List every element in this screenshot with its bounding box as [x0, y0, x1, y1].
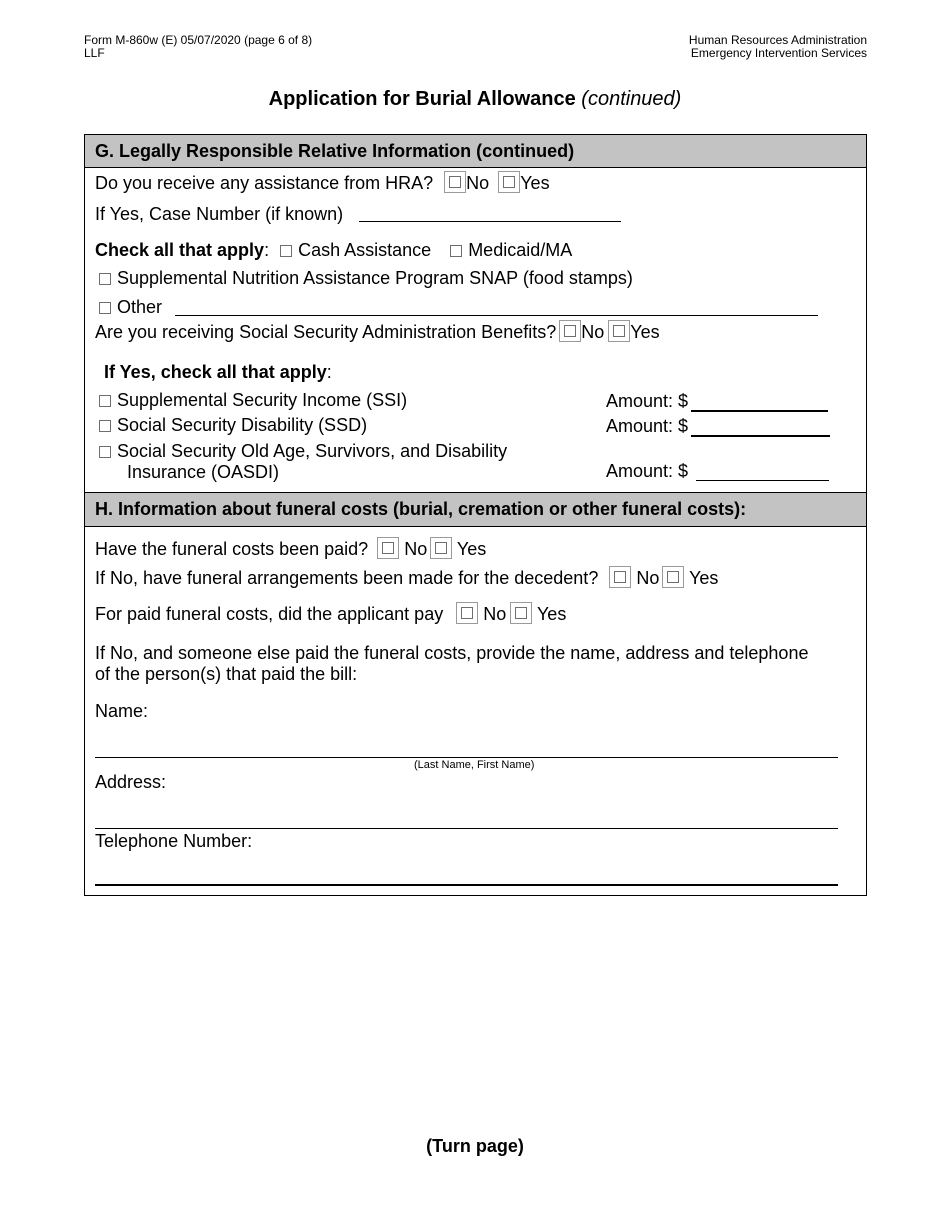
arrangements-yes-checkbox[interactable]: [662, 566, 684, 588]
arrangements-no-checkbox[interactable]: [609, 566, 631, 588]
title-suffix: (continued): [581, 88, 682, 110]
ssa-yes-checkbox[interactable]: [608, 320, 630, 342]
ssi-row: [99, 390, 407, 411]
if-yes-colon: :: [326, 362, 332, 382]
oasdi-label-line1: Social Security Old Age, Survivors, and Disability: [117, 441, 508, 461]
cash-assistance-label: Cash Assistance: [298, 240, 432, 260]
division-name: Emergency Intervention Services: [690, 46, 867, 60]
funeral-paid-row: [95, 537, 486, 560]
agency-name: Human Resources Administration: [688, 33, 867, 47]
oasdi-label-line2: Insurance (OASDI): [127, 462, 280, 482]
oasdi-checkbox[interactable]: [99, 446, 111, 458]
title-main: Application for Burial Allowance: [268, 88, 576, 110]
funeral-paid-yes-checkbox[interactable]: [430, 537, 452, 559]
check-all-label: Check all that apply: [95, 240, 265, 260]
arrangements-no-label: No: [636, 568, 660, 588]
funeral-paid-yes-label: Yes: [456, 539, 487, 559]
ssi-amount-label: Amount: $: [606, 391, 689, 411]
if-yes-row: [104, 362, 332, 383]
oasdi-amount-input[interactable]: [696, 480, 829, 481]
other-input[interactable]: [175, 315, 818, 316]
ssa-question: Are you receiving Social Security Administration Benefits?: [95, 322, 557, 342]
telephone-input[interactable]: [95, 884, 838, 886]
address-input[interactable]: [95, 828, 838, 829]
arrangements-yes-label: Yes: [689, 568, 719, 588]
oasdi-row: [99, 441, 507, 462]
ssd-amount-label: Amount: $: [606, 416, 689, 436]
other-row: [99, 297, 162, 318]
section-h-heading: H. Information about funeral costs (burial, cremation or other funeral costs):: [85, 492, 866, 527]
turn-page: (Turn page): [426, 1136, 524, 1156]
case-number-input[interactable]: [359, 221, 621, 222]
someone-else-line1: If No, and someone else paid the funeral costs, provide the name, address and telephone: [95, 643, 809, 663]
ssd-checkbox[interactable]: [99, 420, 111, 432]
oasdi-amount-label: Amount: $: [606, 461, 689, 481]
applicant-pay-question: For paid funeral costs, did the applicant pay: [95, 604, 444, 624]
medicaid-checkbox[interactable]: [450, 245, 462, 257]
ssa-question-row: [95, 320, 660, 343]
hra-yes-checkbox[interactable]: [498, 171, 520, 193]
hra-no-checkbox[interactable]: [444, 171, 466, 193]
form-header-right: [689, 34, 867, 60]
someone-else-instructions: [95, 643, 808, 685]
hra-question-row: [95, 171, 550, 194]
medicaid-label: Medicaid/MA: [468, 240, 573, 260]
other-checkbox[interactable]: [99, 302, 111, 314]
form-id: Form M-860w (E) 05/07/2020 (page 6 of 8): [84, 33, 313, 47]
name-hint: (Last Name, First Name): [414, 759, 535, 771]
snap-checkbox[interactable]: [99, 273, 111, 285]
ssi-label: Supplemental Security Income (SSI): [117, 390, 408, 410]
ssa-no-checkbox[interactable]: [559, 320, 581, 342]
applicant-pay-no-label: No: [483, 604, 507, 624]
other-label: Other: [117, 297, 163, 317]
applicant-pay-yes-label: Yes: [536, 604, 567, 624]
arrangements-row: [95, 566, 718, 589]
case-number-label: If Yes, Case Number (if known): [95, 204, 344, 224]
assistance-types-row: [95, 240, 572, 261]
ssa-yes-label: Yes: [630, 322, 660, 342]
applicant-pay-no-checkbox[interactable]: [456, 602, 478, 624]
ssd-label: Social Security Disability (SSD): [117, 415, 368, 435]
name-label: Name:: [95, 701, 149, 721]
form-header-left: [84, 34, 312, 60]
telephone-label: Telephone Number:: [95, 831, 253, 851]
name-input[interactable]: [95, 757, 838, 758]
hra-question: Do you receive any assistance from HRA?: [95, 173, 434, 193]
someone-else-line2: of the person(s) that paid the bill:: [95, 664, 358, 684]
ssa-no-label: No: [581, 322, 605, 342]
page-title: [0, 88, 950, 111]
funeral-paid-question: Have the funeral costs been paid?: [95, 539, 369, 559]
hra-yes-label: Yes: [520, 173, 550, 193]
hra-no-label: No: [466, 173, 490, 193]
ssd-row: [99, 415, 367, 436]
funeral-paid-no-label: No: [404, 539, 428, 559]
form-frame: [84, 134, 867, 896]
cash-assistance-checkbox[interactable]: [280, 245, 292, 257]
ssi-checkbox[interactable]: [99, 395, 111, 407]
check-all-colon: :: [264, 240, 270, 260]
section-g-heading: G. Legally Responsible Relative Information (continued): [85, 134, 866, 168]
applicant-pay-row: [95, 602, 566, 625]
ssi-amount-input[interactable]: [691, 410, 828, 412]
snap-row: [99, 268, 633, 289]
arrangements-question: If No, have funeral arrangements been made for the decedent?: [95, 568, 599, 588]
address-label: Address:: [95, 772, 167, 792]
snap-label: Supplemental Nutrition Assistance Program SNAP (food stamps): [117, 268, 633, 288]
ssd-amount-input[interactable]: [691, 435, 830, 437]
form-code: LLF: [84, 46, 105, 60]
applicant-pay-yes-checkbox[interactable]: [510, 602, 532, 624]
if-yes-label: If Yes, check all that apply: [104, 362, 327, 382]
funeral-paid-no-checkbox[interactable]: [377, 537, 399, 559]
